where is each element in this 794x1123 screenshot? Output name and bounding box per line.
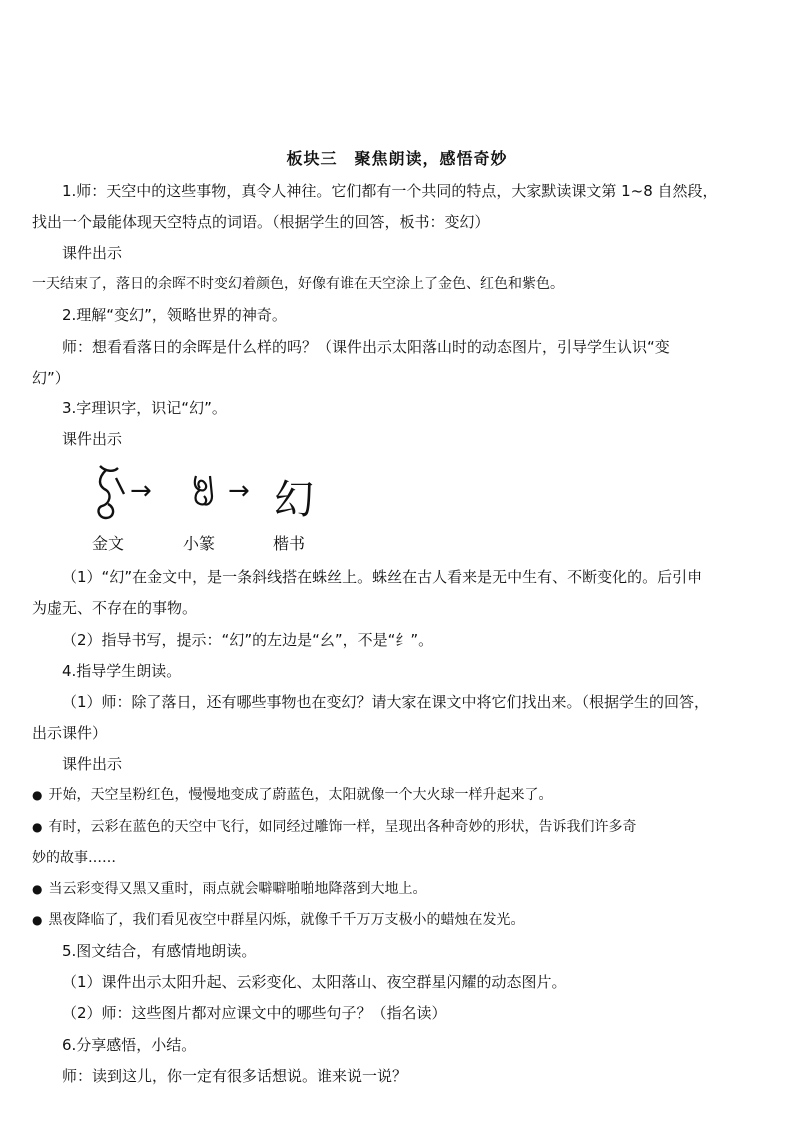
bullet-icon: ● xyxy=(32,820,43,834)
paragraph-3a-line-1: （1）“幻”在金文中，是一条斜线搭在蛛丝上。蛛丝在古人看来是无中生有、不断变化的。后引申 xyxy=(62,568,703,586)
bullet-item-4 xyxy=(32,910,772,930)
bullet-item-1 xyxy=(32,785,772,805)
paragraph-5: 5.图文结合，有感情地朗读。 xyxy=(62,942,257,960)
paragraph-3: 3.字理识字，识记“幻”。 xyxy=(62,399,227,417)
paragraph-4: 4.指导学生朗读。 xyxy=(62,662,182,680)
section-title: 板块三 聚焦朗读，感悟奇妙 xyxy=(286,149,508,168)
course-label-1: 课件出示 xyxy=(62,244,123,262)
bullet-icon: ● xyxy=(32,913,43,927)
paragraph-6: 6.分享感悟，小结。 xyxy=(62,1036,197,1054)
paragraph-4a-line-2: 出示课件） xyxy=(32,724,108,742)
paragraph-5b: （2）师：这些图片都对应课文中的哪些句子？（指名读） xyxy=(62,1004,447,1022)
bullet-item-2-cont: 妙的故事…… xyxy=(32,850,116,866)
bullet-text: 当云彩变得又黑又重时，雨点就会噼噼啪啪地降落到大地上。 xyxy=(48,881,427,897)
xiaozhuan-glyph-icon xyxy=(190,472,220,516)
paragraph-2: 2.理解“变幻”，领略世界的神奇。 xyxy=(62,306,287,324)
paragraph-4a-line-1: （1）师：除了落日，还有哪些事物也在变幻？请大家在课文中将它们找出来。（根据学生的回答， xyxy=(62,693,710,711)
arrow-2: → xyxy=(228,476,250,506)
paragraph-1-line-1: 1.师：天空中的这些事物，真令人神往。它们都有一个共同的特点，大家默读课文第 1~8 自然段， xyxy=(62,182,718,200)
paragraph-3a-line-2: 为虚无、不存在的事物。 xyxy=(32,599,198,617)
paragraph-1-line-2: 找出一个最能体现天空特点的词语。（根据学生的回答，板书：变幻） xyxy=(32,213,490,231)
bullet-icon: ● xyxy=(32,882,43,896)
quote-1: 一天结束了，落日的余晖不时变幻着颜色，好像有谁在天空涂上了金色、红色和紫色。 xyxy=(32,276,564,292)
paragraph-3b: （2）指导书写，提示：“幻”的左边是“幺”，不是“纟”。 xyxy=(62,631,434,649)
paragraph-2b-line-2: 幻”） xyxy=(32,369,70,387)
paragraph-6a: 师：读到这儿，你一定有很多话想说。谁来说一说？ xyxy=(62,1067,408,1085)
bullet-text: 开始，天空呈粉红色，慢慢地变成了蔚蓝色，太阳就像一个大火球一样升起来了。 xyxy=(48,787,553,803)
caption-jinwen: 金文 xyxy=(92,534,125,553)
bullet-text: 黑夜降临了，我们看见夜空中群星闪烁，就像千千万万支极小的蜡烛在发光。 xyxy=(48,912,525,928)
paragraph-5a: （1）课件出示太阳升起、云彩变化、太阳落山、夜空群星闪耀的动态图片。 xyxy=(62,973,567,991)
bullet-item-3 xyxy=(32,879,772,899)
kaishu-glyph: 幻 xyxy=(274,477,314,523)
bullet-text: 有时，云彩在蓝色的天空中飞行，如同经过雕饰一样，呈现出各种奇妙的形状，告诉我们许多奇 xyxy=(48,819,637,835)
course-label-3: 课件出示 xyxy=(62,755,123,773)
bullet-icon: ● xyxy=(32,788,43,802)
course-label-2: 课件出示 xyxy=(62,430,123,448)
jinwen-glyph-icon xyxy=(94,464,128,524)
caption-kaishu: 楷书 xyxy=(273,534,306,553)
caption-xiaozhuan: 小篆 xyxy=(183,534,216,553)
bullet-item-2 xyxy=(32,817,772,837)
paragraph-2b-line-1: 师：想看看落日的余晖是什么样的吗？（课件出示太阳落山时的动态图片，引导学生认识“变 xyxy=(62,338,670,356)
arrow-1: → xyxy=(130,476,152,506)
